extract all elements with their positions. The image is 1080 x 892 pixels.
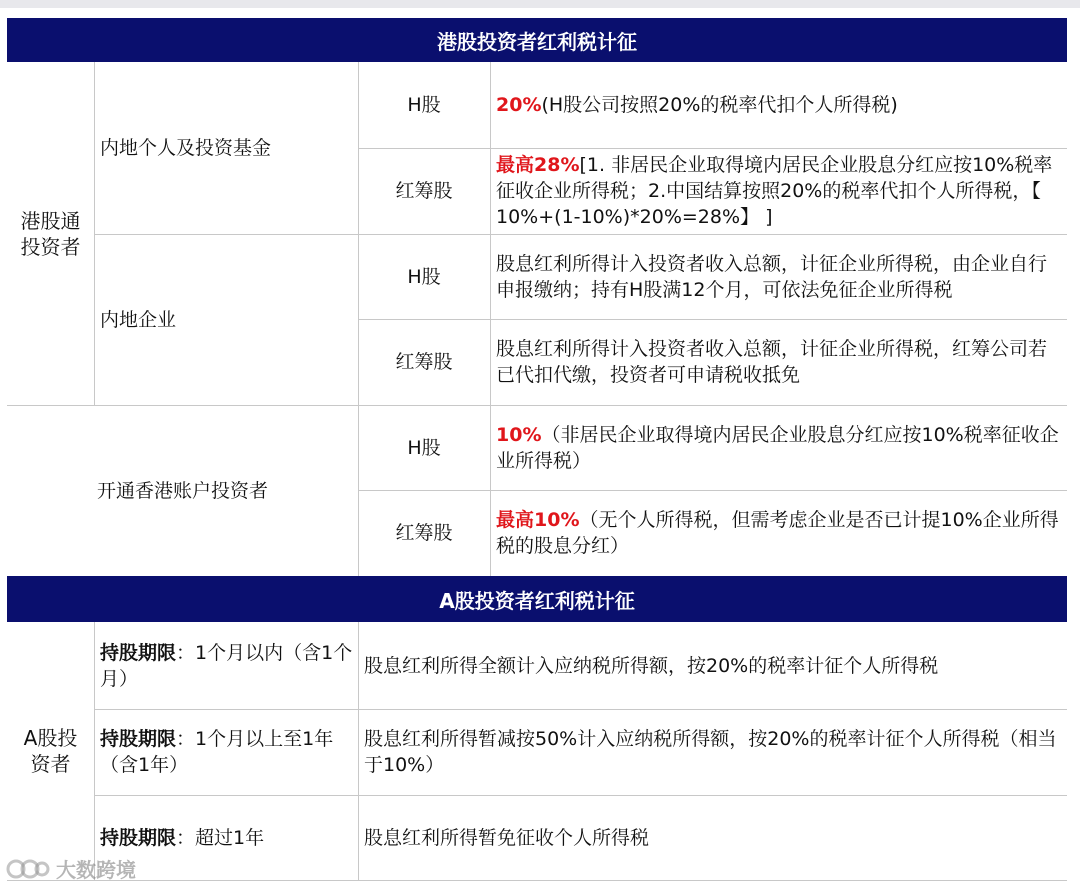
tax-rate: 10% <box>496 423 542 446</box>
period-value: ：超过1年 <box>176 826 265 849</box>
tax-note: (H股公司按照20%的税率代扣个人所得税) <box>541 94 898 116</box>
period-label: 持股期限 <box>100 728 177 750</box>
tax-desc-personal-red <box>496 148 1062 234</box>
watermark-logo-icon <box>6 856 50 882</box>
tax-note: （非居民企业取得境内居民企业股息分红应按10%税率征收企业所得税） <box>496 423 1059 472</box>
tax-note: （无个人所得税，但需考虑企业是否已计提10%企业所得税的股息分红） <box>496 509 1059 557</box>
period-label: 持股期限 <box>100 641 177 664</box>
h-share-label: H股 <box>407 94 441 116</box>
tax-note: 股息红利所得计入投资者收入总额，计征企业所得税，红筹公司若已代扣代缴，投资者可申请税收抵免 <box>496 338 1048 386</box>
tax-desc-hkacct-h <box>496 405 1062 490</box>
divider <box>358 622 359 880</box>
holding-period-2 <box>100 709 354 795</box>
a-tax-desc-3: 股息红利所得暂免征收个人所得税 <box>364 826 650 849</box>
mainland-enterprise-label: 内地企业 <box>100 308 177 331</box>
a-section-title: A股投资者红利税计征 <box>7 576 1067 622</box>
watermark-text: 大数跨境 <box>56 858 136 882</box>
a-investor-group: A股投 资者 <box>23 726 78 776</box>
a-tax-desc-1: 股息红利所得全额计入应纳税所得额，按20%的税率计征个人所得税 <box>364 654 939 677</box>
tax-rate: 最高10% <box>496 509 580 531</box>
a-tax-desc-2: 股息红利所得暂减按50%计入应纳税所得额，按20%的税率计征个人所得税（相当于10%） <box>364 728 1057 776</box>
period-label: 持股期限 <box>100 826 177 849</box>
tax-note: [1. 非居民企业取得境内居民企业股息分红应按10%税率征收企业所得税；2.中国结算按照20%的税率代扣个人所得税，【 10%+(1-10%)*20%=28%】 ] <box>496 154 1053 228</box>
red-chip-label: 红筹股 <box>395 522 453 544</box>
tax-desc-enterprise-red <box>496 319 1062 405</box>
watermark <box>6 854 136 883</box>
tax-note: 股息红利所得计入投资者收入总额，计征企业所得税，由企业自行申报缴纳；持有H股满12个月，可依法免征企业所得税 <box>496 252 1048 301</box>
top-strip <box>0 0 1080 8</box>
period-value: ：1个月以内（含1个月） <box>100 641 353 690</box>
period-value: ：1个月以上至1年（含1年） <box>100 728 334 776</box>
holding-period-3 <box>100 795 354 880</box>
hk-account-investor-label: 开通香港账户投资者 <box>96 479 268 502</box>
mainland-personal-label: 内地个人及投资基金 <box>100 137 272 159</box>
tax-desc-personal-h <box>496 62 1062 148</box>
tax-desc-hkacct-red <box>496 490 1062 576</box>
tax-rate: 20% <box>496 94 542 116</box>
h-share-label: H股 <box>407 436 441 459</box>
divider <box>94 622 95 880</box>
h-share-label: H股 <box>407 265 441 288</box>
divider <box>7 880 1067 881</box>
tax-rate: 最高28% <box>496 154 580 176</box>
red-chip-label: 红筹股 <box>395 180 453 202</box>
holding-period-1 <box>100 622 354 709</box>
hk-section-title: 港股投资者红利税计征 <box>7 18 1067 62</box>
hk-investor-group: 港股通 投资者 <box>20 208 81 259</box>
red-chip-label: 红筹股 <box>395 351 453 373</box>
tax-desc-enterprise-h <box>496 234 1062 319</box>
